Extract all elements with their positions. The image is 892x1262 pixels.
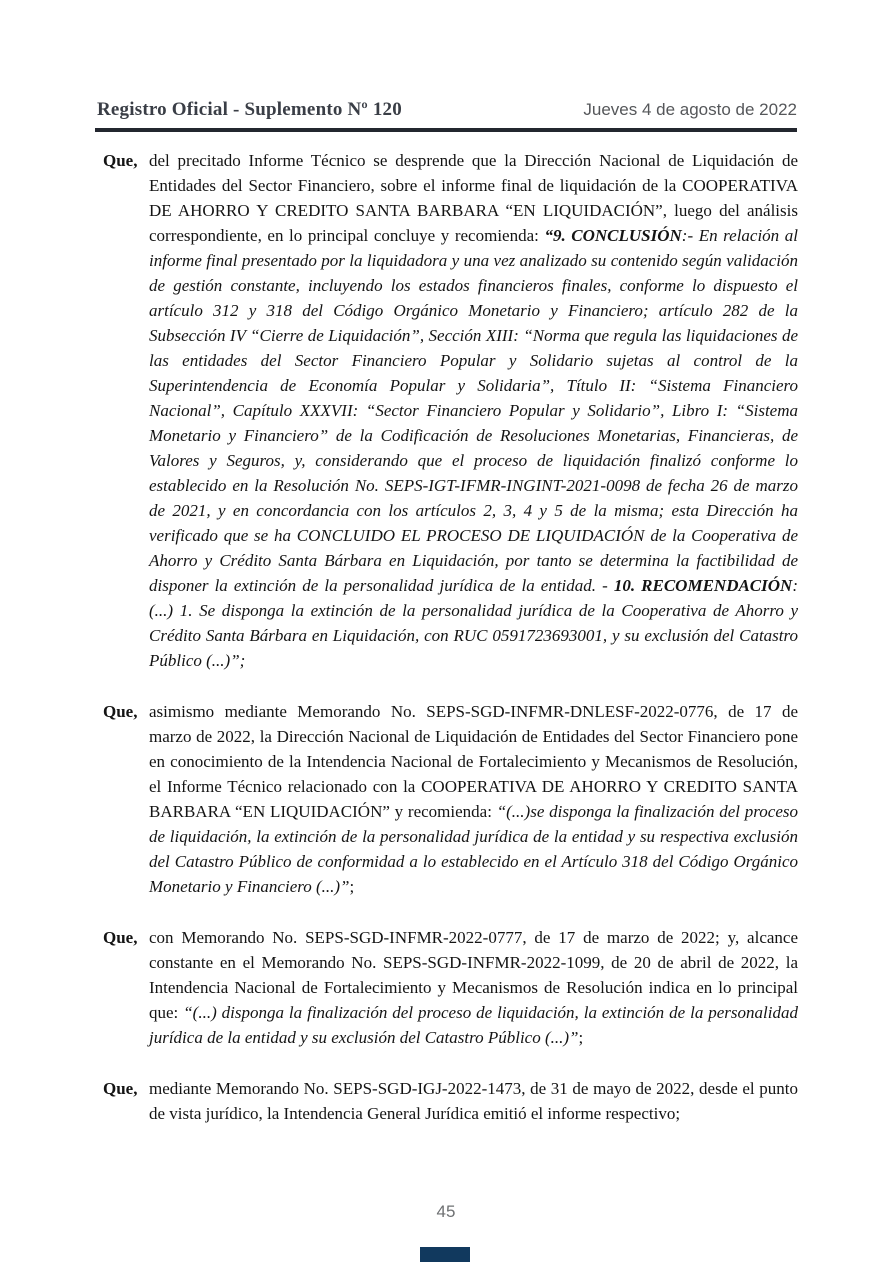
paragraph-label: Que, bbox=[103, 928, 138, 947]
paragraph-label: Que, bbox=[103, 151, 138, 170]
text-segment: :- En relación al informe final presentado por la liquidadora y una vez analizado su contenido según validación de gestión constante, incluyendo los estados financieros finales, conforme lo dispuesto el artículo 312 y 318 del Código Orgánico Monetario y Financiero; artículo 282 de la Subsección IV “Cierre de Liquidación”, Sección XIII: “Norma que regula las liquidaciones de las entidades del Sector Financiero Popular y Solidario sujetas al control de la Superintendencia de Economía Popular y Solidaria”, Título II: “Sistema Financiero Nacional”, Capítulo XXXVII: “Sector Financiero Popular y Solidario”, Libro I: “Sistema Monetario y Financiero” de la Codificación de Resoluciones Monetarias, Financieras, de Valores y Seguros, y, considerando que el proceso de liquidación finalizó conforme lo establecido en la Resolución No. SEPS-IGT-IFMR-INGINT-2021-0098 de fecha 26 de marzo de 2021, y en concordancia con los artículos 2, 3, 4 y 5 de la misma; esta Dirección ha verificado que se ha CONCLUIDO EL PROCESO DE LIQUIDACIÓN de la Cooperativa de Ahorro y Crédito Santa Bárbara en Liquidación, por tanto se determina la factibilidad de disponer la extinción de la personalidad jurídica de la entidad. - bbox=[149, 226, 798, 595]
text-segment: “9. CONCLUSIÓN bbox=[544, 226, 682, 245]
paragraph-text bbox=[149, 699, 798, 899]
header-divider bbox=[95, 128, 797, 132]
document-body bbox=[103, 148, 798, 1152]
header-date: Jueves 4 de agosto de 2022 bbox=[583, 100, 797, 119]
page-number: 45 bbox=[436, 1202, 456, 1221]
paragraph bbox=[103, 699, 798, 899]
paragraph bbox=[103, 1076, 798, 1126]
text-segment: mediante Memorando No. SEPS-SGD-IGJ-2022-1473, de 31 de mayo de 2022, desde el punto de vista jurídico, la Intendencia General Jurídica emitió el informe respectivo; bbox=[149, 1079, 798, 1123]
paragraph-text bbox=[149, 925, 798, 1050]
text-segment: “(...)se disponga la finalización del proceso de liquidación, la extinción de la personalidad jurídica de la entidad y su respectiva exclusión del Catastro Público de conformidad a lo establecido en el Artículo 318 del Código Orgánico Monetario y Financiero (...)” bbox=[149, 802, 798, 896]
text-segment: ; bbox=[349, 877, 355, 896]
paragraph bbox=[103, 148, 798, 673]
text-segment: “(...) disponga la finalización del proceso de liquidación, la extinción de la personalidad jurídica de la entidad y su exclusión del Catastro Público (...)” bbox=[149, 1003, 798, 1047]
paragraph-label: Que, bbox=[103, 702, 138, 721]
text-segment: con Memorando No. SEPS-SGD-INFMR-2022-0777, de 17 de marzo de 2022; y, alcance constante en el Memorando No. SEPS-SGD-INFMR-2022-1099, de 20 de abril de 2022, la Intendencia Nacional de Fortalecimiento y Mecanismos de Resolución indica en lo principal que: bbox=[149, 928, 798, 1022]
text-segment: asimismo mediante Memorando No. SEPS-SGD-INFMR-DNLESF-2022-0776, de 17 de marzo de 2022, la Dirección Nacional de Liquidación de Entidades del Sector Financiero pone en conocimiento de la Intendencia Nacional de Fortalecimiento y Mecanismos de Resolución, el Informe Técnico relacionado con la COOPERATIVA DE AHORRO Y CREDITO SANTA BARBARA “EN LIQUIDACIÓN” y recomienda: bbox=[149, 702, 798, 821]
paragraph-label: Que, bbox=[103, 1079, 138, 1098]
text-segment: ; bbox=[578, 1028, 584, 1047]
paragraph bbox=[103, 925, 798, 1050]
page-header bbox=[97, 99, 797, 121]
text-segment: : (...) 1. Se disponga la extinción de la personalidad jurídica de la Cooperativa de Ahorro y Crédito Santa Bárbara en Liquidación, con RUC 0591723693001, y su exclusión del Catastro Público (...)”; bbox=[149, 576, 798, 670]
text-segment: 10. RECOMENDACIÓN bbox=[613, 576, 793, 595]
bottom-bookmark bbox=[420, 1247, 470, 1262]
header-title: Registro Oficial - Suplemento Nº 120 bbox=[97, 99, 402, 120]
paragraph-text bbox=[149, 148, 798, 673]
paragraph-text bbox=[149, 1076, 798, 1126]
text-segment: del precitado Informe Técnico se desprende que la Dirección Nacional de Liquidación de Entidades del Sector Financiero, sobre el informe final de liquidación de la COOPERATIVA DE AHORRO Y CREDITO SANTA BARBARA “EN LIQUIDACIÓN”, luego del análisis correspondiente, en lo principal concluye y recomienda: bbox=[149, 151, 798, 245]
